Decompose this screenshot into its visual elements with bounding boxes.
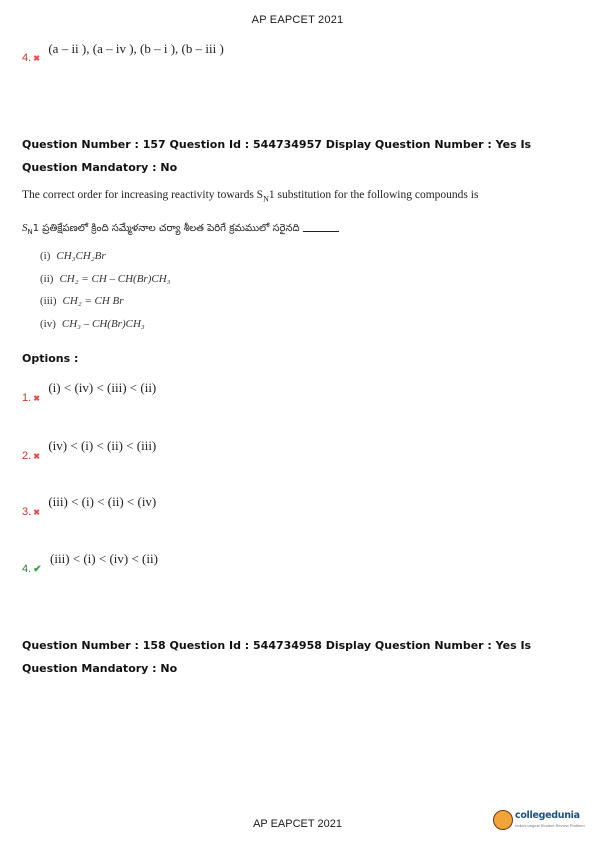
option-text: (iii) < (i) < (iv) < (ii): [50, 551, 158, 566]
option-number: 3.: [22, 506, 32, 518]
page-footer: AP EAPCET 2021: [253, 818, 342, 830]
page-header: AP EAPCET 2021: [251, 14, 344, 26]
mascot-icon: [493, 810, 513, 830]
question-157-header: Question Number : 157 Question Id : 544734957 Display Question Number : Yes Is Question Mandatory : No: [22, 138, 532, 174]
compound-3: (iii) CH₂ = CH Br: [40, 295, 124, 307]
cross-icon: ✖: [33, 452, 40, 461]
cross-icon: ✖: [33, 508, 40, 517]
cross-icon: ✖: [33, 54, 40, 63]
cross-icon: ✖: [33, 394, 40, 403]
option-text: (i) < (iv) < (iii) < (ii): [48, 380, 157, 395]
compound-4: (iv) CH₃ – CH(Br)CH₃: [40, 318, 145, 330]
answer-blank: [303, 231, 339, 232]
option-text: (iv) < (i) < (ii) < (iii): [48, 438, 157, 453]
check-icon: ✔: [33, 564, 42, 575]
option-text: (a – ii ), (a – iv ), (b – i ), (b – iii ): [48, 41, 224, 56]
collegedunia-logo: collegedunia India's largest Student Review Platform: [493, 808, 589, 834]
question-157-text: The correct order for increasing reactivity towards $S_N1$ substitution for the following compounds is: [22, 189, 479, 204]
compound-1: (i) CH₃CH₂Br: [40, 250, 106, 262]
option-number: 4.: [22, 52, 32, 64]
option-4[interactable]: [22, 551, 158, 577]
option-number: 1.: [22, 392, 32, 404]
question-157-telugu-text: $S_N1$ ప్రతిక్షేపణలో క్రింది సమ్మేళనాల చర్యా శీలత పెరిగే క్రమములో సరైనది: [22, 222, 339, 236]
option-text: (iii) < (i) < (ii) < (iv): [48, 494, 157, 509]
options-label: Options :: [22, 352, 79, 365]
compound-2: (ii) CH₂ = CH – CH(Br)CH₃: [40, 273, 171, 285]
option-number: 2.: [22, 450, 32, 462]
question-158-header: Question Number : 158 Question Id : 544734958 Display Question Number : Yes Is Question Mandatory : No: [22, 639, 532, 675]
option-3[interactable]: [22, 494, 157, 520]
option-1[interactable]: [22, 380, 157, 406]
prev-option-4: [22, 41, 224, 66]
option-2[interactable]: [22, 438, 157, 464]
option-number: 4.: [22, 563, 32, 575]
